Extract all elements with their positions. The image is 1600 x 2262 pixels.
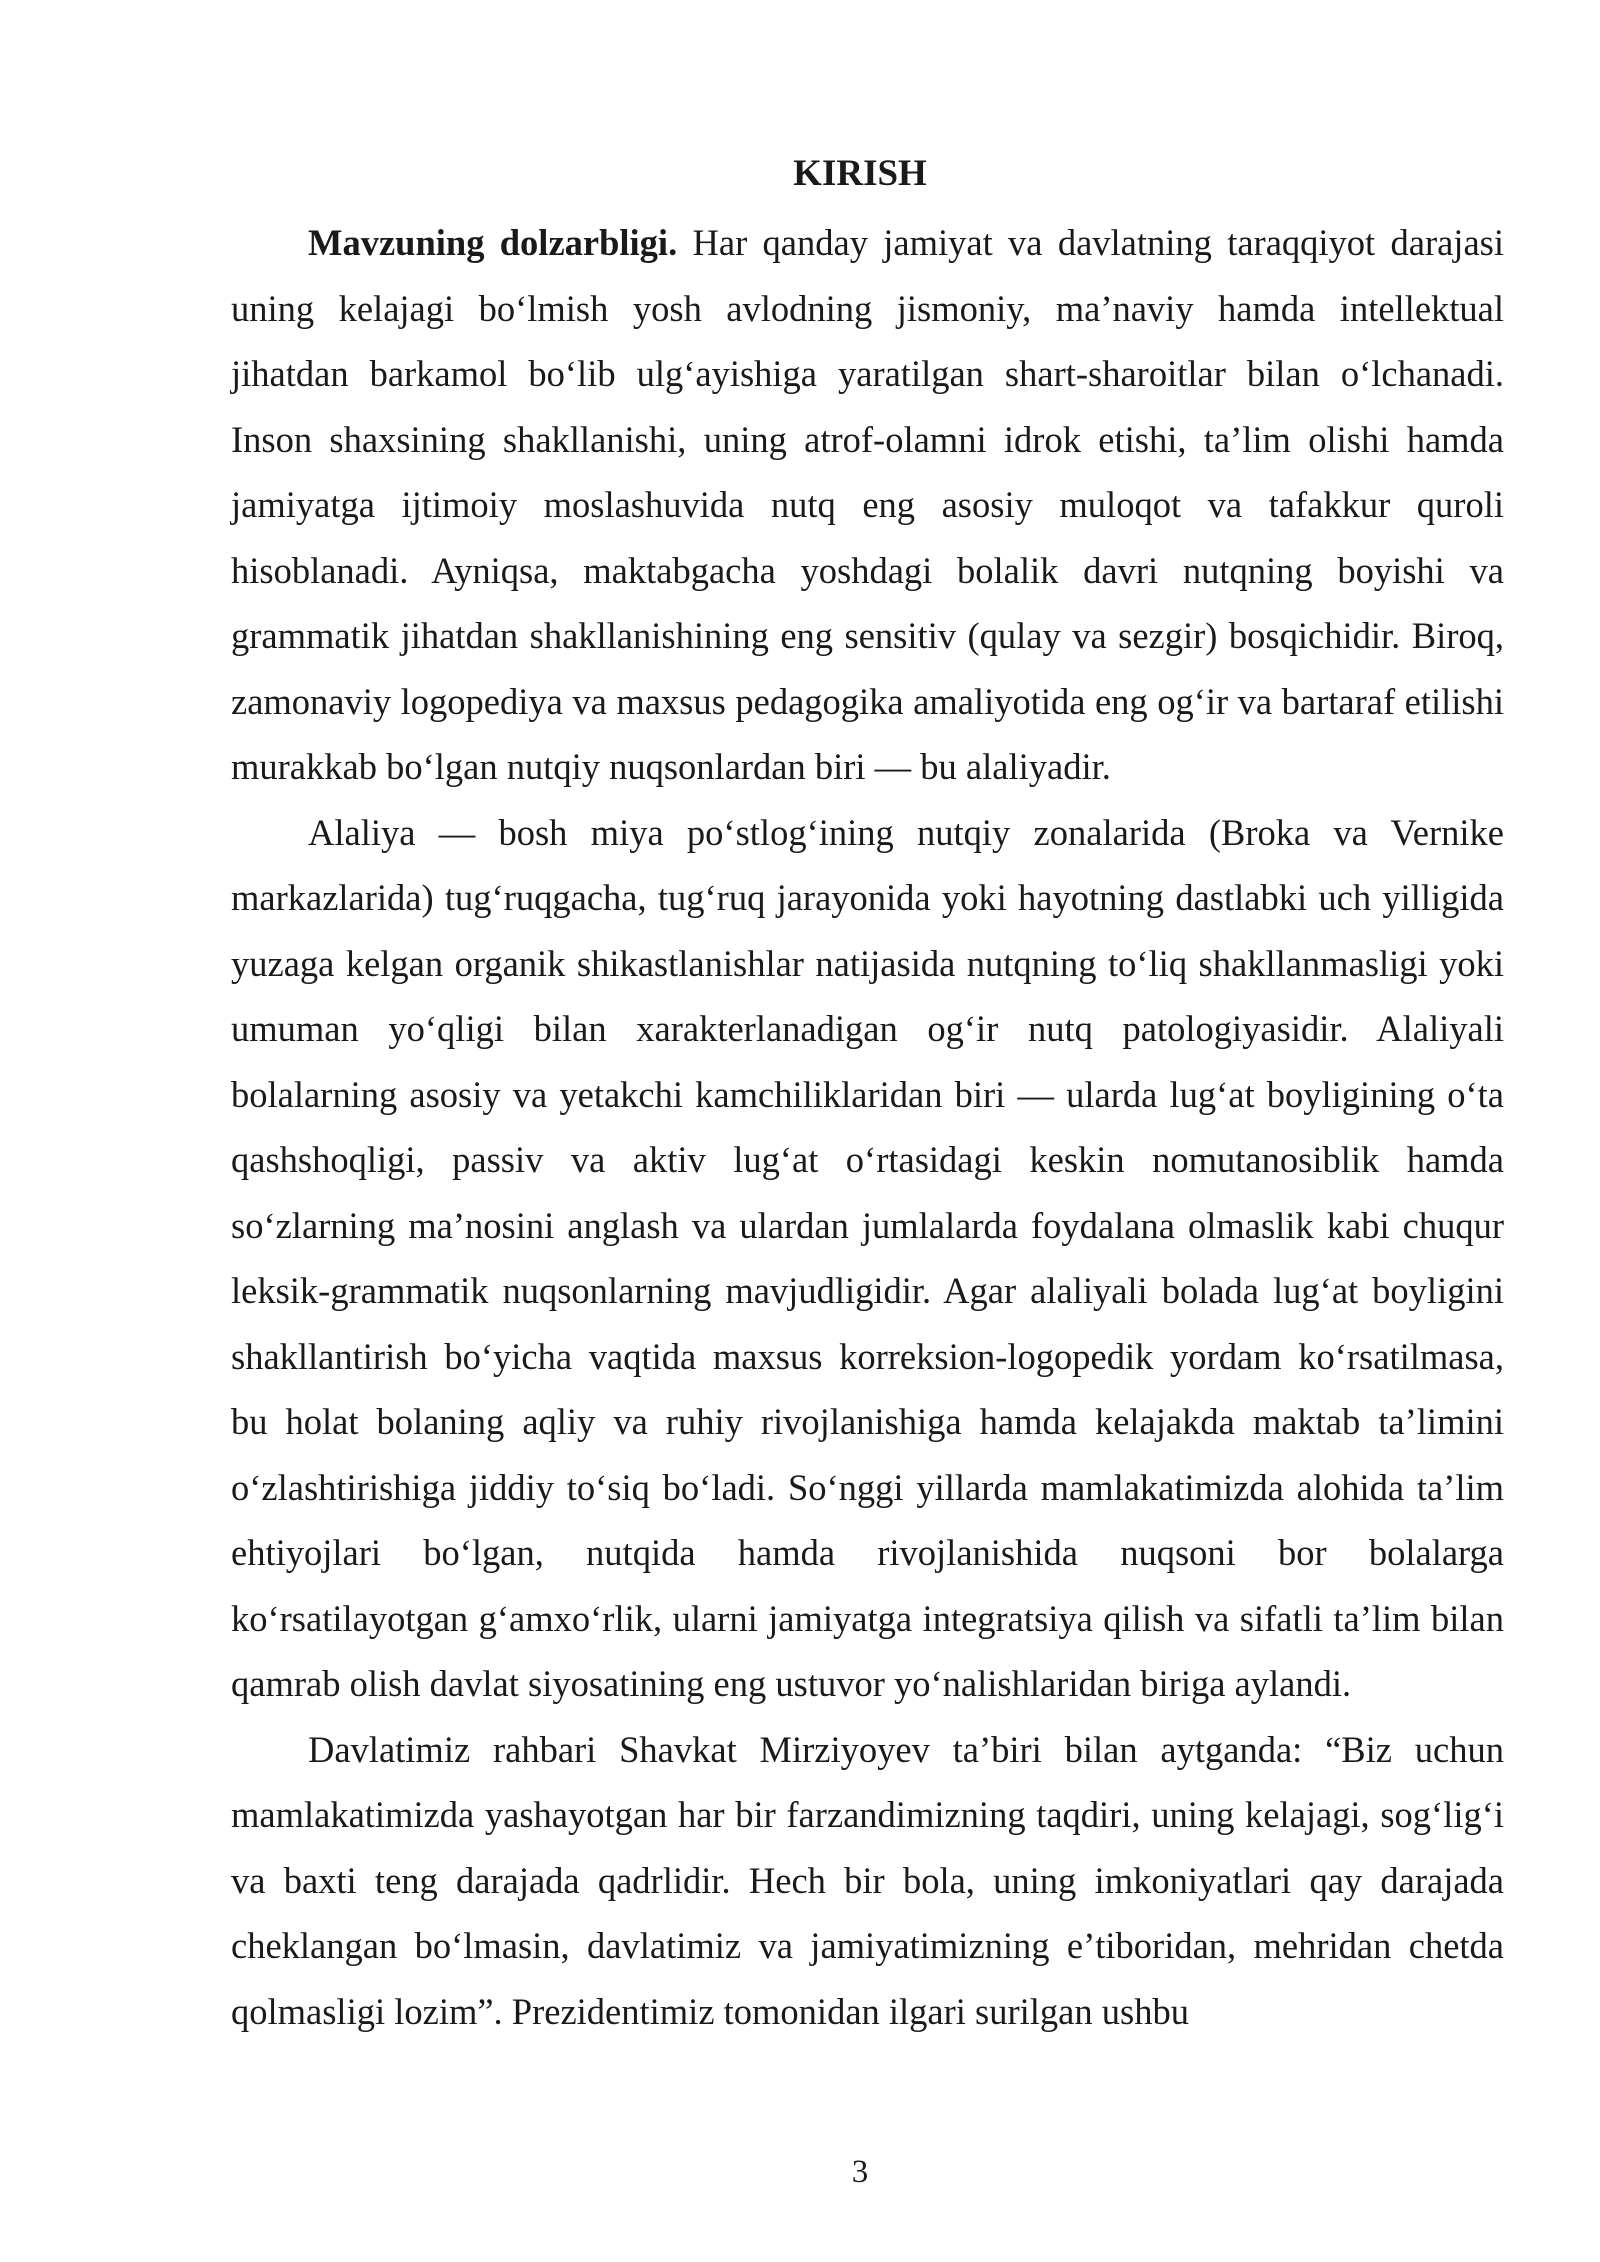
page-number: 3: [851, 2154, 869, 2190]
section-heading: KIRISH: [793, 153, 927, 194]
paragraph-lead: Mavzuning dolzarbligi.: [308, 222, 678, 263]
paragraph-alaliya: [231, 800, 1504, 1717]
paragraph-text: Davlatimiz rahbari Shavkat Mirziyoyev taʼbiri bilan aytganda: “Biz uchun mamlakatimizda yashayotgan har bir farzandimizning taqdiri, uning kelajagi, sogʻligʻi va baxti teng darajada qadrlidir. Hech bir bola, uning imkoniyatlari qay darajada cheklangan boʻlmasin, davlatimiz va jamiyatimizning eʼtiboridan, mehridan chetda qolmasligi lozim”. Prezidentimiz tomonidan ilgari surilgan ushbu: [231, 1728, 1504, 2032]
paragraph-relevance: [231, 210, 1504, 800]
paragraph-text: Har qanday jamiyat va davlatning taraqqiyot darajasi uning kelajagi boʻlmish yosh avlodning jismoniy, maʼnaviy hamda intellektual jihatdan barkamol boʻlib ulgʻayishiga yaratilgan shart-sharoitlar bilan oʻlchanadi. Inson shaxsining shakllanishi, uning atrof-olamni idrok etishi, taʼlim olishi hamda jamiyatga ijtimoiy moslashuvida nutq eng asosiy muloqot va tafakkur quroli hisoblanadi. Ayniqsa, maktabgacha yoshdagi bolalik davri nutqning boyishi va grammatik jihatdan shakllanishining eng sensitiv (qulay va sezgir) bosqichidir. Biroq, zamonaviy logopediya va maxsus pedagogika amaliyotida eng ogʻir va bartaraf etilishi murakkab boʻlgan nutqiy nuqsonlardan biri — bu alaliyadir.: [231, 222, 1504, 787]
paragraph-text: Alaliya — bosh miya poʻstlogʻining nutqiy zonalarida (Broka va Vernike markazlarida) tugʻruqgacha, tugʻruq jarayonida yoki hayotning dastlabki uch yilligida yuzaga kelgan organik shikastlanishlar natijasida nutqning toʻliq shakllanmasligi yoki umuman yoʻqligi bilan xarakterlanadigan ogʻir nutq patologiyasidir. Alaliyali bolalarning asosiy va yetakchi kamchiliklaridan biri — ularda lugʻat boyligining oʻta qashshoqligi, passiv va aktiv lugʻat oʻrtasidagi keskin nomutanosiblik hamda soʻzlarning maʼnosini anglash va ulardan jumlalarda foydalana olmaslik kabi chuqur leksik-grammatik nuqsonlarning mavjudligidir. Agar alaliyali bolada lugʻat boyligini shakllantirish boʻyicha vaqtida maxsus korreksion-logopedik yordam koʻrsatilmasa, bu holat bolaning aqliy va ruhiy rivojlanishiga hamda kelajakda maktab taʼlimini oʻzlashtirishiga jiddiy toʻsiq boʻladi. Soʻnggi yillarda mamlakatimizda alohida taʼlim ehtiyojlari boʻlgan, nutqida hamda rivojlanishida nuqsoni bor bolalarga koʻrsatilayotgan gʻamxoʻrlik, ularni jamiyatga integratsiya qilish va sifatli taʼlim bilan qamrab olish davlat siyosatining eng ustuvor yoʻnalishlaridan biriga aylandi.: [231, 811, 1504, 1704]
paragraph-president-quote: [231, 1717, 1504, 2045]
body-text: [231, 210, 1504, 2044]
